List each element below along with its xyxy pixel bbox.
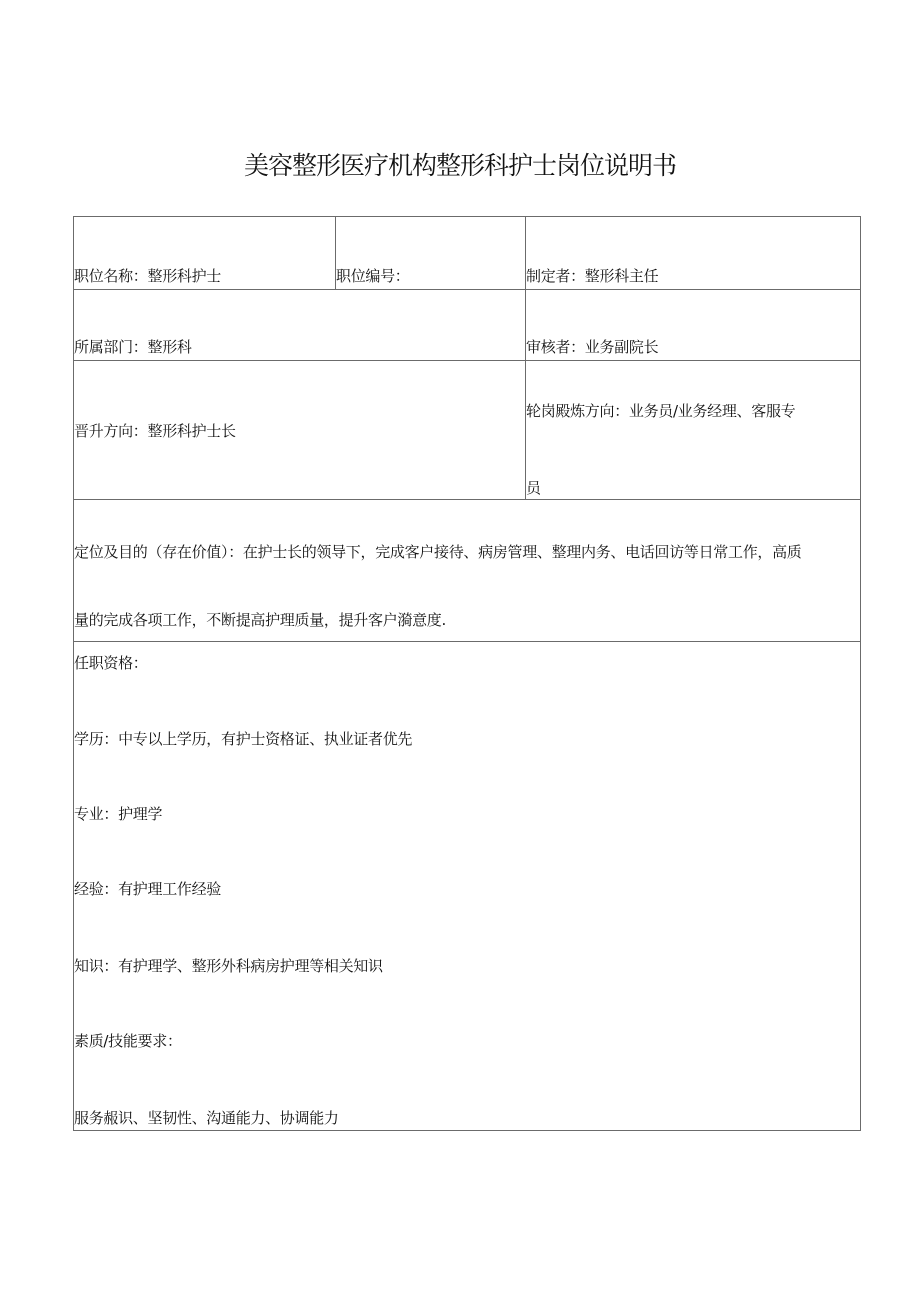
reviewer: 审核者：业务副院长 bbox=[526, 338, 659, 356]
table-border bbox=[73, 289, 861, 290]
rotation-path-line1: 轮岗殿炼方向：业务员/业务经理、客服专 bbox=[526, 402, 796, 420]
table-border bbox=[73, 360, 861, 361]
experience-requirement: 经验：有护理工作经验 bbox=[74, 880, 222, 898]
table-border bbox=[525, 216, 526, 499]
table-border bbox=[73, 499, 861, 500]
skills-requirement: 服务赧识、坚韧性、沟通能力、协调能力 bbox=[74, 1109, 339, 1127]
department: 所属部门：整形科 bbox=[74, 338, 192, 356]
table-border bbox=[73, 641, 861, 642]
major-requirement: 专业：护理学 bbox=[74, 805, 163, 823]
rotation-path-line2: 员 bbox=[526, 479, 541, 497]
table-border bbox=[860, 216, 861, 1131]
knowledge-requirement: 知识：有护理学、整形外科病房护理等相关知识 bbox=[74, 957, 383, 975]
table-border bbox=[73, 1130, 861, 1131]
promotion-path: 晋升方向：整形科护士长 bbox=[74, 422, 236, 440]
skills-heading: 素质/技能要求： bbox=[74, 1032, 182, 1050]
purpose-line1: 定位及目的（存在价值）：在护士长的领导下，完成客户接待、病房管理、整理内务、电话回访等日常工作，高质 bbox=[74, 543, 802, 561]
table-border bbox=[73, 216, 861, 217]
position-code: 职位编号： bbox=[336, 267, 410, 285]
page-title: 美容整形医疗机构整形科护士岗位说明书 bbox=[243, 151, 676, 180]
purpose-line2: 量的完成各项工作，不断提高护理质量，提升客户漪意度. bbox=[74, 611, 446, 629]
author: 制定者：整形科主任 bbox=[526, 267, 659, 285]
education-requirement: 学历：中专以上学历，有护士资格证、执业证者优先 bbox=[74, 730, 413, 748]
position-name: 职位名称：整形科护士 bbox=[74, 267, 222, 285]
qualifications-heading: 任职资格： bbox=[74, 654, 148, 672]
